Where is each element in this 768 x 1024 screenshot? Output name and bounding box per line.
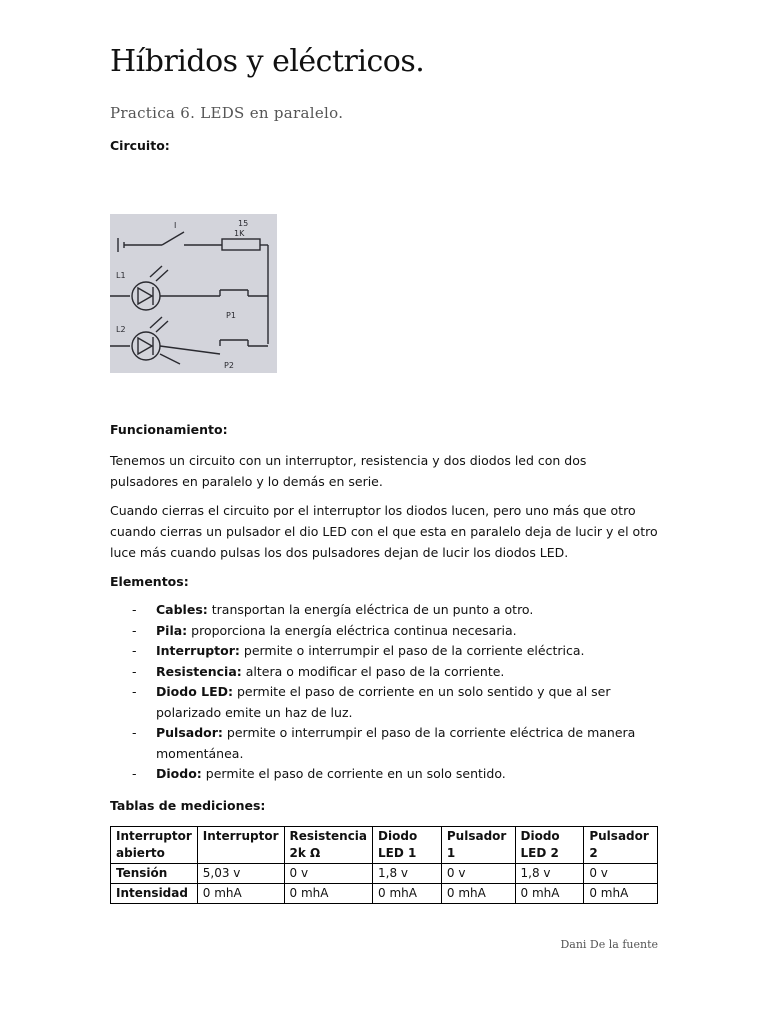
page-title: Híbridos y eléctricos. bbox=[110, 44, 425, 79]
item-desc: transportan la energía eléctrica de un punto a otro. bbox=[207, 602, 534, 617]
column-header: Pulsador 1 bbox=[441, 827, 515, 864]
list-item bbox=[110, 600, 658, 621]
table-cell: 0 mhA bbox=[441, 884, 515, 904]
bullet: - bbox=[132, 684, 137, 699]
item-term: Pulsador: bbox=[156, 725, 223, 740]
footer-author: Dani De la fuente bbox=[560, 938, 658, 951]
row-header: Intensidad bbox=[111, 884, 198, 904]
bullet: - bbox=[132, 766, 137, 781]
paragraph-1: Tenemos un circuito con un interruptor, resistencia y dos diodos led con dos pulsadores en paralelo y lo demás en serie. bbox=[110, 453, 587, 489]
column-header: Pulsador 2 bbox=[584, 827, 658, 864]
table-header-row bbox=[111, 827, 658, 864]
page-subtitle: Practica 6. LEDS en paralelo. bbox=[110, 104, 344, 122]
photo-label-resistor: 1K bbox=[234, 229, 245, 238]
table-cell: 0 mhA bbox=[584, 884, 658, 904]
item-desc: altera o modificar el paso de la corriente. bbox=[241, 663, 505, 679]
table-cell: 0 v bbox=[284, 864, 373, 884]
item-term: Cables: bbox=[156, 602, 208, 617]
table-row bbox=[111, 884, 658, 904]
column-header: Diodo LED 1 bbox=[373, 827, 442, 864]
item-term: Diodo: bbox=[156, 766, 202, 781]
table-cell: 0 mhA bbox=[197, 884, 284, 904]
item-desc: permite o interrumpir el paso de la corriente eléctrica de manera momentánea. bbox=[156, 725, 636, 761]
photo-label-button1: P1 bbox=[226, 311, 236, 320]
photo-label-led2: L2 bbox=[116, 325, 126, 334]
elements-list bbox=[110, 600, 658, 785]
table-cell: 0 mhA bbox=[284, 884, 373, 904]
table-cell: 0 mhA bbox=[515, 884, 584, 904]
photo-label-led1: L1 bbox=[116, 271, 126, 280]
bullet: - bbox=[132, 663, 137, 679]
operation-label: Funcionamiento: bbox=[110, 422, 228, 437]
measurements-table bbox=[110, 826, 658, 904]
circuit-photo bbox=[110, 214, 277, 373]
column-header: Resistencia 2k Ω bbox=[284, 827, 373, 864]
table-cell: 5,03 v bbox=[197, 864, 284, 884]
tables-label: Tablas de mediciones: bbox=[110, 798, 266, 813]
bullet: - bbox=[132, 602, 137, 617]
circuit-label: Circuito: bbox=[110, 138, 170, 153]
table-cell: 0 v bbox=[441, 864, 515, 884]
item-desc: permite o interrumpir el paso de la corriente eléctrica. bbox=[239, 643, 585, 658]
item-desc: permite el paso de corriente en un solo sentido. bbox=[201, 766, 506, 781]
bullet: - bbox=[132, 622, 137, 638]
column-header: Interruptor abierto bbox=[111, 827, 198, 864]
table-cell: 0 mhA bbox=[373, 884, 442, 904]
elements-label: Elementos: bbox=[110, 574, 189, 589]
item-term: Interruptor: bbox=[156, 643, 240, 658]
table-cell: 1,8 v bbox=[515, 864, 584, 884]
column-header: Diodo LED 2 bbox=[515, 827, 584, 864]
item-term: Resistencia: bbox=[156, 663, 242, 679]
bullet: - bbox=[132, 643, 137, 658]
list-item bbox=[110, 682, 658, 723]
table-cell: 1,8 v bbox=[373, 864, 442, 884]
photo-label-button2: P2 bbox=[224, 361, 234, 370]
item-term: Pila: bbox=[156, 622, 188, 638]
list-item bbox=[110, 641, 658, 662]
circuit-drawing bbox=[110, 214, 277, 373]
bullet: - bbox=[132, 725, 137, 740]
photo-label-note: 15 bbox=[238, 219, 249, 228]
photo-label-switch: I bbox=[174, 221, 177, 230]
list-item bbox=[110, 764, 658, 785]
table-cell: 0 v bbox=[584, 864, 658, 884]
column-header: Interruptor bbox=[197, 827, 284, 864]
list-item bbox=[110, 621, 658, 642]
row-header: Tensión bbox=[111, 864, 198, 884]
item-desc: proporciona la energía eléctrica continua necesaria. bbox=[187, 622, 517, 638]
paragraph-2: Cuando cierras el circuito por el interruptor los diodos lucen, pero uno más que otro cuando cierras un pulsador el dio LED con el que esta en paralelo deja de lucir y el otro luce más cuando pulsas los dos pulsadores dejan de lucir los diodos LED. bbox=[110, 503, 658, 560]
list-item bbox=[110, 723, 658, 764]
table-row bbox=[111, 864, 658, 884]
item-desc: permite el paso de corriente en un solo sentido y que al ser polarizado emite un haz de luz. bbox=[156, 684, 611, 720]
item-term: Diodo LED: bbox=[156, 684, 234, 699]
list-item bbox=[110, 662, 658, 683]
